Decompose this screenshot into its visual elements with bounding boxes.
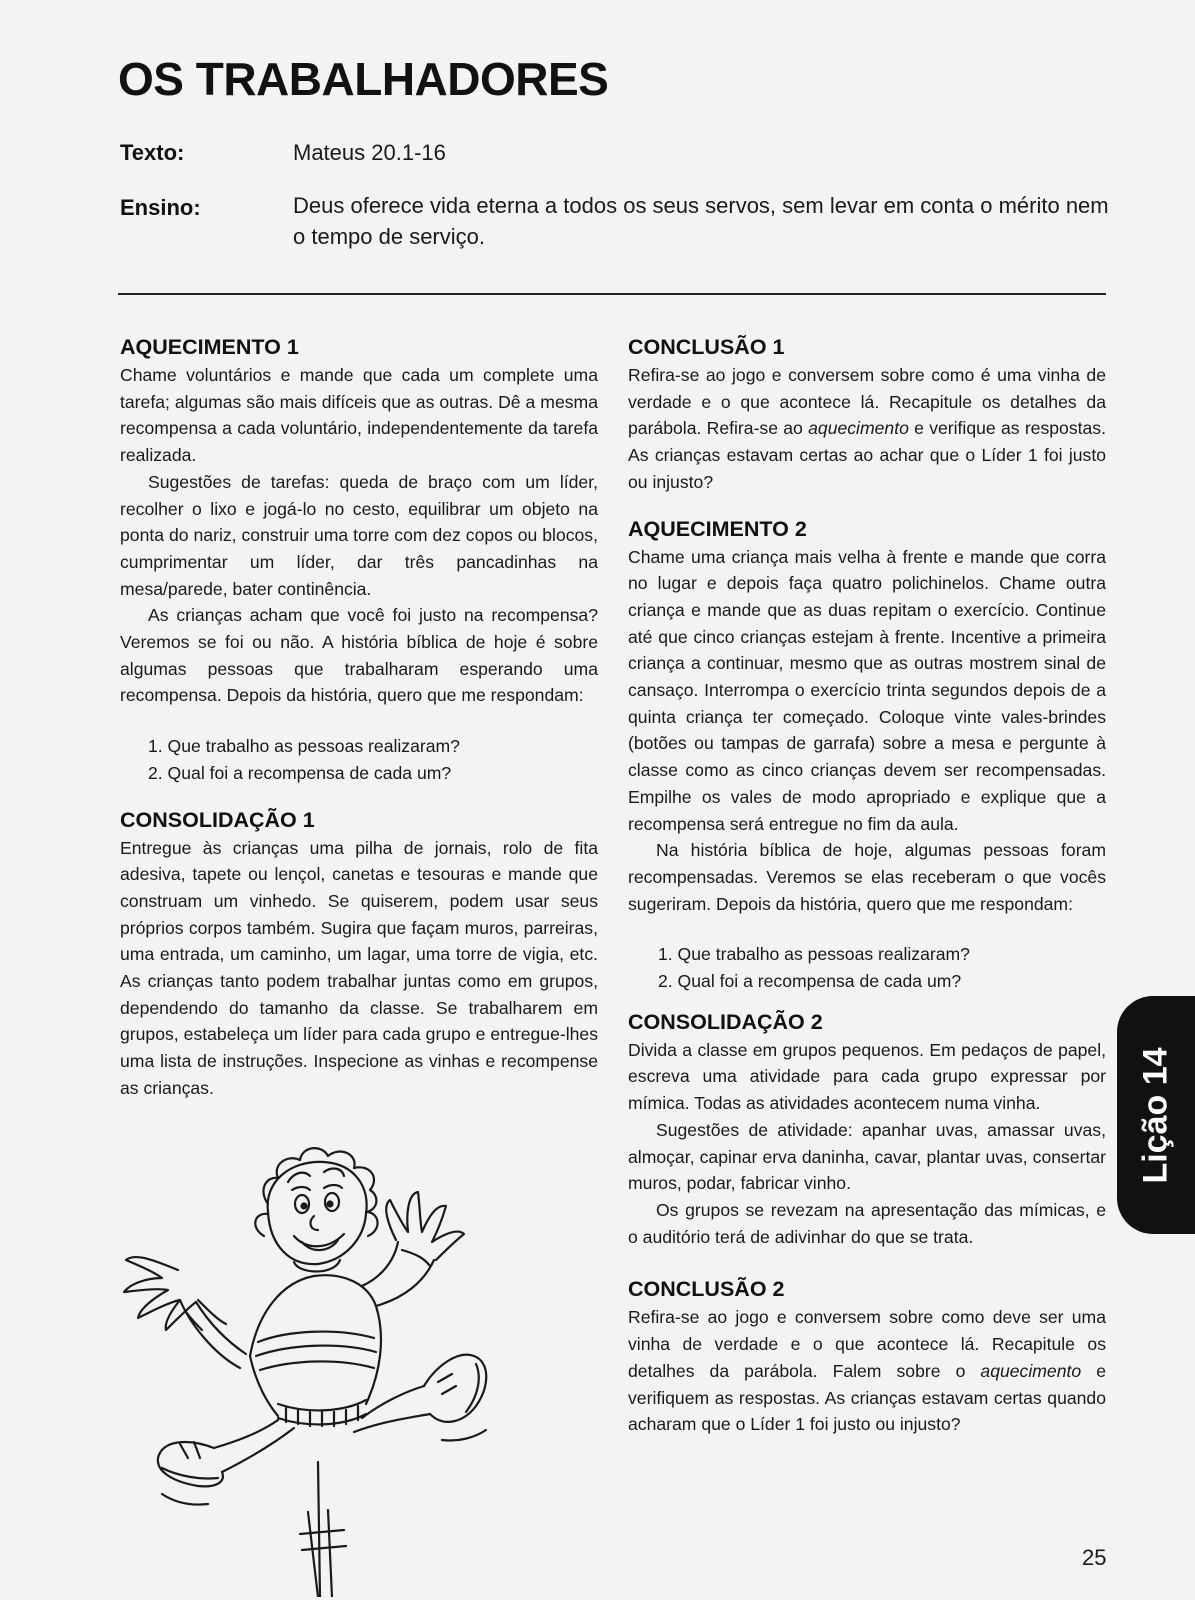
aquecimento-1-paragraph-3: As crianças acham que você foi justo na recompensa? Veremos se foi ou não. A história bíblica de hoje é sobre algumas pessoas que trabalharam esperando uma recompensa. Depois da história, quero que me respondam: bbox=[120, 605, 598, 706]
conclusao-1-paragraph bbox=[628, 362, 1106, 496]
texto-label: Texto: bbox=[120, 140, 185, 165]
ensino-label: Ensino: bbox=[120, 195, 201, 220]
conclusao-2-text-b: e verifiquem as respostas. As crianças estavam certas quando acharam que o Líder 1 foi justo ou injusto? bbox=[628, 1360, 1106, 1435]
consolidacao-2-paragraph-3: Os grupos se revezam na apresentação das mímicas, e o auditório terá de adivinhar do que se trata. bbox=[628, 1199, 1106, 1247]
aquecimento-1-paragraph-2: Sugestões de tarefas: queda de braço com um líder, recolher o lixo e jogá-lo no cesto, equilibrar um objeto na ponta do nariz, construir uma torre com dez copos ou blocos, cumprimentar um líder, dar três pancadinhas na mesa/parede, bater continência. bbox=[120, 471, 598, 599]
question-2: 2. Qual foi a recompensa de cada um? bbox=[148, 762, 452, 783]
aquecimento-1-paragraph-1: Chame voluntários e mande que cada um complete uma tarefa; algumas são mais difíceis que as outras. Dê a mesma recompensa a cada voluntário, independentemente da tarefa realizada. bbox=[120, 365, 598, 466]
consolidacao-1-heading: CONSOLIDAÇÃO 1 bbox=[120, 807, 315, 832]
aquecimento-2-heading: AQUECIMENTO 2 bbox=[628, 516, 807, 541]
aquecimento-2-questions bbox=[628, 941, 1106, 994]
conclusao-2-text-a: Refira-se ao jogo e conversem sobre como deve ser uma vinha de verdade e o que acontece lá. Recapitule os detalhes da parábola. Falem sobre o bbox=[628, 1307, 1106, 1381]
ensino-value: Deus oferece vida eterna a todos os seus servos, sem levar em conta o mérito nem o tempo de serviço. bbox=[293, 193, 1109, 249]
conclusao-1-emphasis: aquecimento bbox=[808, 418, 909, 439]
consolidacao-2-paragraph-2: Sugestões de atividade: apanhar uvas, amassar uvas, almoçar, capinar erva daninha, cavar, plantar uvas, consertar muros, podar, fabricar vinho. bbox=[628, 1119, 1106, 1194]
consolidacao-1-paragraph: Entregue às crianças uma pilha de jornais, rolo de fita adesiva, tapete ou lençol, canetas e tesouras e mande que construam um vinhedo. Se quiserem, podem usar seus próprios corpos também. Sugira que façam muros, parreiras, uma entrada, um caminho, um lagar, uma torre de vigia, etc. As crianças tanto podem trabalhar juntas como em grupos, dependendo do tamanho da classe. Se trabalharem em grupos, estabeleça um líder para cada grupo e entregue-lhes uma lista de instruções. Inspecione as vinhas e recompense as crianças. bbox=[120, 837, 598, 1098]
aquecimento-1-questions bbox=[120, 733, 598, 786]
lesson-side-tab bbox=[1117, 996, 1195, 1234]
conclusao-1-text-a: Refira-se ao jogo e conversem sobre como é uma vinha de verdade e o que acontece lá. Recapitule os detalhes da parábola. Refira-se ao bbox=[628, 365, 1106, 439]
consolidacao-2-heading: CONSOLIDAÇÃO 2 bbox=[628, 1009, 823, 1034]
consolidacao-2-paragraph-1: Divida a classe em grupos pequenos. Em pedaços de papel, escreva uma atividade para cada grupo expressar por mímica. Todas as atividades acontecem numa vinha. bbox=[628, 1039, 1106, 1114]
left-column bbox=[120, 332, 598, 1102]
page-title: OS TRABALHADORES bbox=[118, 53, 609, 105]
conclusao-1-text-b: e verifique as respostas. As crianças estavam certas ao achar que o Líder 1 foi justo ou injusto? bbox=[628, 418, 1106, 492]
aquecimento-2-paragraph-1: Chame uma criança mais velha à frente e mande que corra no lugar e depois faça quatro polichinelos. Chame outra criança e mande que as duas repitam o exercício. Continue até que cinco crianças estejam à frente. Incentive a primeira criança a continuar, mesmo que as outras mostrem sinal de cansaço. Interrompa o exercício trinta segundos depois de a quinta criança ter começado. Coloque vinte vales-brindes (botões ou tampas de garrafa) sobre a mesa e pergunte à classe como as cinco crianças devem ser recompensadas. Empilhe os vales de modo apropriado e explique que a recompensa será entregue no fim da aula. bbox=[628, 546, 1106, 834]
page-number: 25 bbox=[1082, 1545, 1107, 1570]
aquecimento-2-paragraph-2: Na história bíblica de hoje, algumas pessoas foram recompensadas. Veremos se elas receberam o que vocês sugeriram. Depois da história, quero que me respondam: bbox=[628, 840, 1106, 914]
aquecimento-1-heading: AQUECIMENTO 1 bbox=[120, 335, 299, 359]
question-2: 2. Qual foi a recompensa de cada um? bbox=[658, 971, 962, 992]
conclusao-2-heading: CONCLUSÃO 2 bbox=[628, 1277, 785, 1302]
header-divider bbox=[118, 293, 1106, 295]
conclusao-1-heading: CONCLUSÃO 1 bbox=[628, 335, 785, 359]
texto-value: Mateus 20.1-16 bbox=[293, 140, 446, 165]
right-column bbox=[628, 332, 1106, 1438]
question-1: 1. Que trabalho as pessoas realizaram? bbox=[658, 944, 970, 965]
jumping-boy-illustration bbox=[118, 1142, 518, 1597]
question-1: 1. Que trabalho as pessoas realizaram? bbox=[148, 736, 460, 757]
conclusao-2-emphasis: aquecimento bbox=[980, 1360, 1082, 1381]
lesson-side-tab-label: Lição 14 bbox=[1136, 1046, 1175, 1184]
conclusao-2-paragraph bbox=[628, 1304, 1106, 1438]
